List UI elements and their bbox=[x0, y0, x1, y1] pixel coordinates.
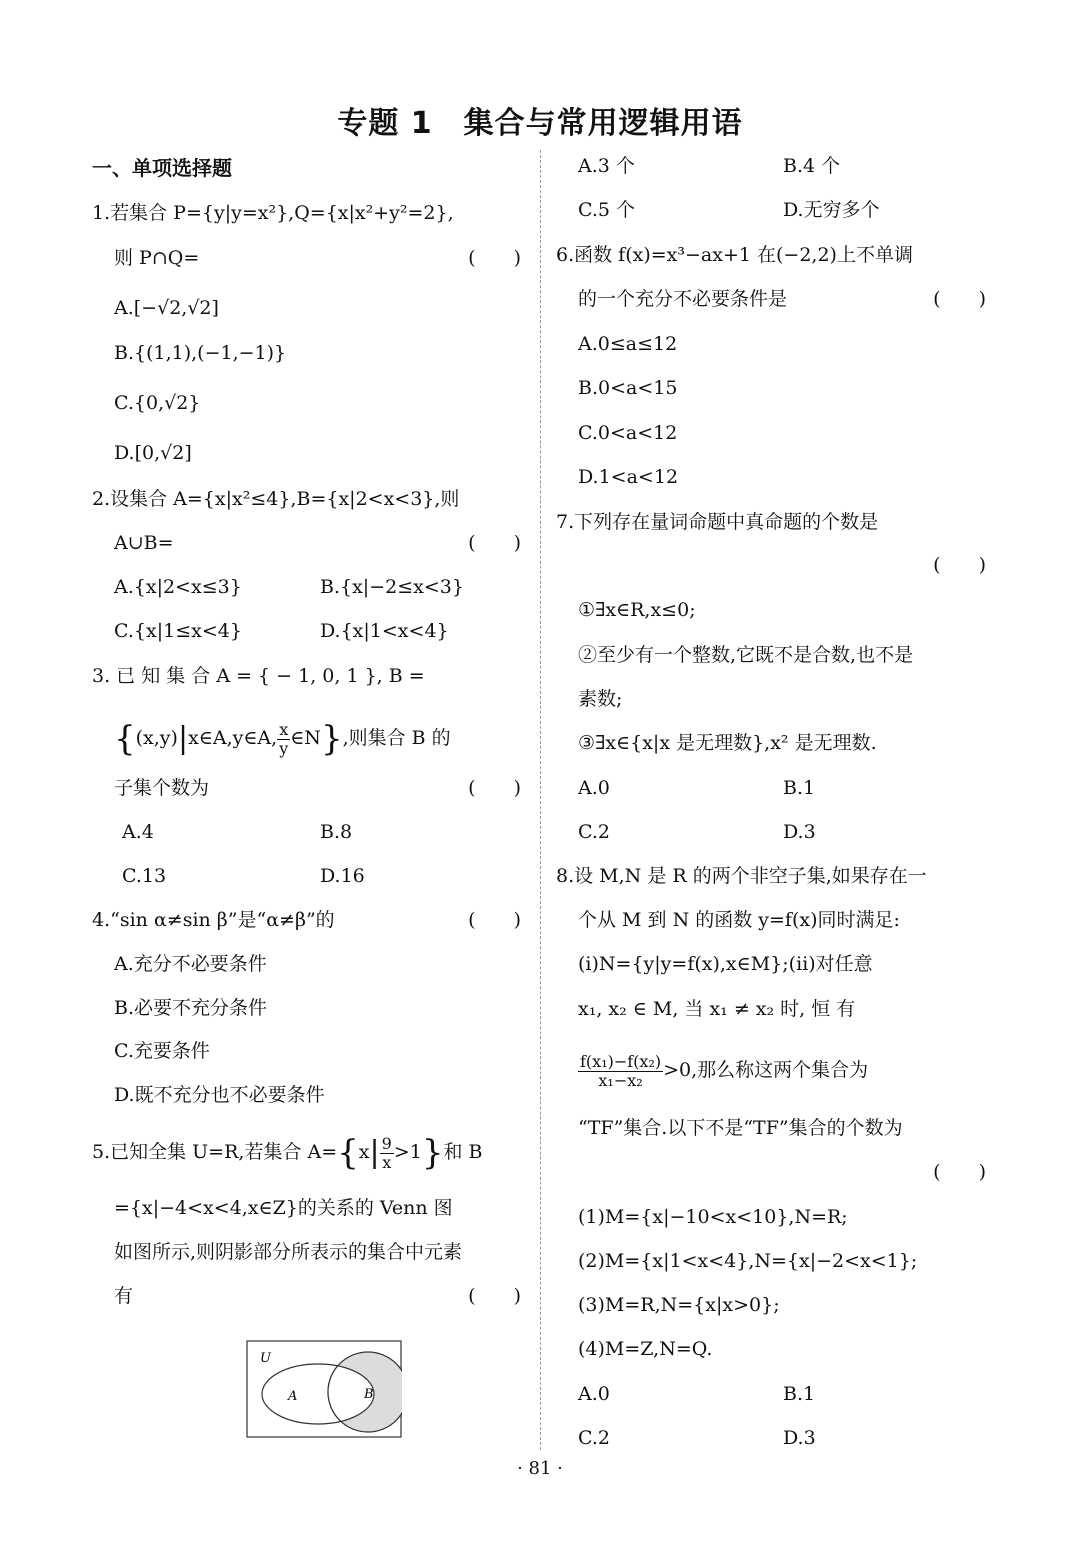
q8-answer-paren: ( ) bbox=[933, 1161, 986, 1183]
q3-option-c: C.13 bbox=[122, 865, 167, 887]
q2-stem: 2.设集合 A={x|x²≤4},B={x|2<x<3},则 bbox=[92, 488, 460, 510]
q5-option-d: D.无穷多个 bbox=[783, 199, 880, 221]
q5-stem-4: 有 ( ) bbox=[114, 1281, 527, 1311]
q8-option-c: C.2 bbox=[578, 1427, 610, 1449]
q8-fraction: $\frac{\text{f(x₁)−f(x₂)}}{\text{x₁−x₂}}$ bbox=[580, 1051, 662, 1090]
q2-options-row1 bbox=[114, 572, 527, 602]
q5-option-a: A.3 个 bbox=[578, 155, 635, 177]
q8-option-a: A.0 bbox=[578, 1383, 610, 1405]
q1-answer-paren: ( ) bbox=[468, 247, 521, 269]
q2-option-a: A.{x|2<x≤3} bbox=[114, 576, 242, 598]
venn-label-b: B bbox=[364, 1387, 374, 1402]
q6-stem: 6.函数 f(x)=x³−ax+1 在(−2,2)上不单调 bbox=[556, 244, 913, 266]
q8-stem: 8.设 M,N 是 R 的两个非空子集,如果存在一 bbox=[556, 865, 927, 887]
q5-option-b: B.4 个 bbox=[783, 155, 841, 177]
page-number: · 81 · bbox=[517, 1458, 563, 1479]
q8-item-4: (4)M=Z,N=Q. bbox=[578, 1338, 713, 1360]
q6-answer-paren: ( ) bbox=[933, 288, 986, 310]
q5-fraction: $\frac{9}{x}$ bbox=[381, 1133, 392, 1172]
q8-item-1: (1)M={x|−10<x<10},N=R; bbox=[578, 1206, 848, 1228]
q7-option-c: C.2 bbox=[578, 821, 610, 843]
q5-stem-2: ={x|−4<x<4,x∈Z}的关系的 Venn 图 bbox=[114, 1197, 453, 1219]
q2-stem-2: A∪B= ( ) bbox=[114, 528, 527, 558]
q6-option-c: C.0<a<12 bbox=[578, 422, 678, 444]
q5-stem-3: 如图所示,则阴影部分所表示的集合中元素 bbox=[114, 1241, 463, 1263]
q5-option-c: C.5 个 bbox=[578, 199, 636, 221]
q4-option-a: A.充分不必要条件 bbox=[114, 953, 267, 975]
q3-options-row1 bbox=[122, 817, 527, 847]
q8-stem-6: “TF”集合.以下不是“TF”集合的个数为 bbox=[578, 1117, 903, 1139]
q8-stem-5: $\frac{\text{f(x₁)−f(x₂)}}{\text{x₁−x₂}}$ >0,那么称这两个集合为 bbox=[580, 1051, 869, 1090]
venn-label-a: A bbox=[288, 1389, 298, 1404]
q1-stem-2: 则 P∩Q= ( ) bbox=[114, 243, 527, 273]
q8-option-d: D.3 bbox=[783, 1427, 816, 1449]
q4-answer-paren: ( ) bbox=[468, 909, 521, 931]
q4-option-d: D.既不充分也不必要条件 bbox=[114, 1084, 325, 1106]
q3-set-expression: {(x,y)|x∈A,y∈A, $\frac{x}{y}$ ∈N},则集合 B 的 bbox=[114, 719, 451, 759]
q2-option-b: B.{x|−2≤x<3} bbox=[320, 576, 464, 598]
section-heading: 一、单项选择题 bbox=[92, 156, 232, 180]
q5-options-row1 bbox=[578, 151, 992, 181]
q7-stem: 7.下列存在量词命题中真命题的个数是 bbox=[556, 511, 879, 533]
q4-option-c: C.充要条件 bbox=[114, 1040, 210, 1062]
q3-stem: 3. 已 知 集 合 A = { − 1, 0, 1 }, B = bbox=[92, 665, 425, 687]
q7-answer-paren: ( ) bbox=[933, 554, 986, 576]
q8-item-2: (2)M={x|1<x<4},N={x|−2<x<1}; bbox=[578, 1250, 918, 1272]
q2-option-c: C.{x|1≤x<4} bbox=[114, 620, 242, 642]
q1-option-b: B.{(1,1),(−1,−1)} bbox=[114, 342, 287, 364]
q7-option-b: B.1 bbox=[783, 777, 816, 799]
q7-item-3: ③∃x∈{x|x 是无理数},x² 是无理数. bbox=[578, 732, 877, 754]
q3-option-a: A.4 bbox=[122, 821, 154, 843]
q3-answer-paren: ( ) bbox=[468, 777, 521, 799]
q5-options-row2 bbox=[578, 195, 992, 225]
q8-item-3: (3)M=R,N={x|x>0}; bbox=[578, 1294, 780, 1316]
q3-fraction: $\frac{x}{y}$ bbox=[279, 719, 289, 758]
q5-stem: 5.已知全集 U=R,若集合 A={x| $\frac{9}{x}$ >1}和 B bbox=[92, 1133, 483, 1173]
q7-item-1: ①∃x∈R,x≤0; bbox=[578, 599, 696, 621]
q8-stem-4: x₁, x₂ ∈ M, 当 x₁ ≠ x₂ 时, 恒 有 bbox=[578, 998, 856, 1020]
venn-diagram bbox=[246, 1340, 402, 1438]
q7-paren-line bbox=[556, 550, 992, 580]
q4-stem: 4.“sin α≠sin β”是“α≠β”的 ( ) bbox=[92, 905, 527, 935]
q7-option-d: D.3 bbox=[783, 821, 816, 843]
q6-stem-2: 的一个充分不必要条件是 ( ) bbox=[578, 284, 992, 314]
column-divider bbox=[540, 150, 541, 1450]
q8-option-b: B.1 bbox=[783, 1383, 816, 1405]
q8-options-row2 bbox=[578, 1423, 992, 1453]
q8-stem-2: 个从 M 到 N 的函数 y=f(x)同时满足: bbox=[578, 909, 900, 931]
q6-option-d: D.1<a<12 bbox=[578, 466, 679, 488]
q1-option-a: A.[−√2,√2] bbox=[114, 297, 219, 319]
q3-options-row2 bbox=[122, 861, 527, 891]
q4-option-b: B.必要不充分条件 bbox=[114, 997, 268, 1019]
q2-answer-paren: ( ) bbox=[468, 532, 521, 554]
venn-label-u: U bbox=[260, 1351, 271, 1366]
page-title: 专题 1 集合与常用逻辑用语 bbox=[337, 106, 743, 141]
q3-stem-3: 子集个数为 ( ) bbox=[114, 773, 527, 803]
q7-options-row2 bbox=[578, 817, 992, 847]
q5-answer-paren: ( ) bbox=[468, 1285, 521, 1307]
q7-options-row1 bbox=[578, 773, 992, 803]
q1-option-d: D.[0,√2] bbox=[114, 442, 192, 464]
q3-option-b: B.8 bbox=[320, 821, 353, 843]
q7-option-a: A.0 bbox=[578, 777, 610, 799]
q8-options-row1 bbox=[578, 1379, 992, 1409]
q7-item-2: ②至少有一个整数,它既不是合数,也不是 bbox=[578, 644, 914, 666]
q1-option-c: C.{0,√2} bbox=[114, 392, 201, 414]
q8-paren-line bbox=[556, 1157, 992, 1187]
q2-options-row2 bbox=[114, 616, 527, 646]
q6-option-a: A.0≤a≤12 bbox=[578, 333, 678, 355]
q2-option-d: D.{x|1<x<4} bbox=[320, 620, 449, 642]
q1-stem: 1.若集合 P={y|y=x²},Q={x|x²+y²=2}, bbox=[92, 202, 454, 224]
q6-option-b: B.0<a<15 bbox=[578, 377, 678, 399]
q3-option-d: D.16 bbox=[320, 865, 365, 887]
q8-stem-3: (ⅰ)N={y|y=f(x),x∈M};(ⅱ)对任意 bbox=[578, 953, 873, 975]
q7-item-2b: 素数; bbox=[578, 688, 623, 710]
